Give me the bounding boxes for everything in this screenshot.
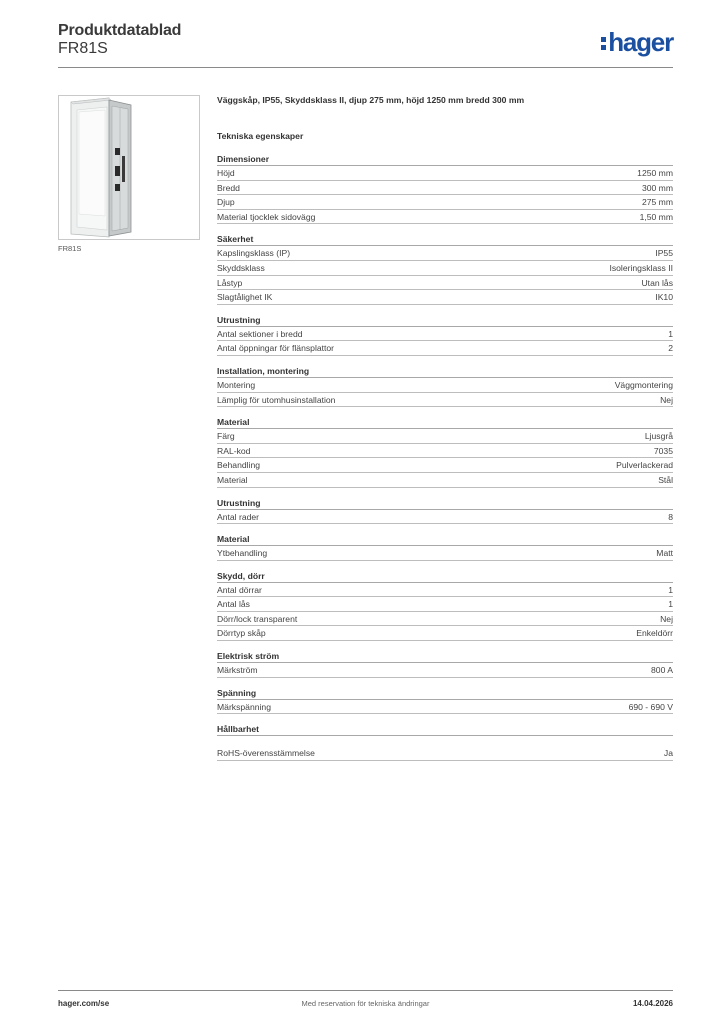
- spec-group-title: Utrustning: [217, 313, 673, 327]
- spec-label: Märkström: [217, 665, 258, 676]
- spec-label: Antal öppningar för flänsplattor: [217, 343, 335, 354]
- spec-label: Material: [217, 474, 248, 485]
- spec-value: IK10: [655, 292, 673, 303]
- spec-group: [217, 152, 673, 224]
- spec-group: [217, 496, 673, 525]
- spec-label: Antal sektioner i bredd: [217, 328, 303, 339]
- product-description: Väggskåp, IP55, Skyddsklass II, djup 275 mm, höjd 1250 mm bredd 300 mm: [217, 95, 525, 105]
- spec-group: [217, 722, 673, 761]
- spec-row: [217, 378, 673, 393]
- technical-properties-heading: Tekniska egenskaper: [217, 131, 304, 141]
- image-caption: FR81S: [58, 244, 82, 253]
- spec-row: [217, 746, 673, 761]
- spec-group-title: Spänning: [217, 686, 673, 700]
- logo-dots-icon: [601, 37, 606, 50]
- spec-value: IP55: [655, 248, 673, 259]
- spec-value: 275 mm: [641, 197, 673, 208]
- spec-group-title: Elektrisk ström: [217, 649, 673, 663]
- spec-row: [217, 626, 673, 641]
- spec-group-title: Skydd, dörr: [217, 569, 673, 583]
- spec-row: [217, 458, 673, 473]
- disclaimer-text: Med reservation för tekniska ändringar: [301, 999, 430, 1008]
- spec-group: [217, 232, 673, 304]
- hager-logo: [601, 27, 673, 57]
- specification-section: [217, 93, 673, 769]
- spec-label: Slagtålighet IK: [217, 292, 273, 303]
- spec-label: Höjd: [217, 168, 235, 178]
- product-code: FR81S: [58, 40, 108, 57]
- spec-value: Nej: [660, 613, 673, 624]
- spec-row: [217, 700, 673, 715]
- spec-value: Matt: [656, 548, 673, 559]
- spec-row: [217, 444, 673, 459]
- document-title: Produktdatablad: [58, 22, 182, 39]
- spec-group-title: Material: [217, 532, 673, 546]
- spec-value: 1: [668, 584, 673, 595]
- spec-value: 1,50 mm: [639, 211, 673, 222]
- spec-label: Montering: [217, 379, 256, 390]
- spec-group: [217, 364, 673, 407]
- spec-group-title: Säkerhet: [217, 232, 673, 246]
- spec-label: Behandling: [217, 460, 261, 471]
- spec-row: [217, 195, 673, 210]
- spec-label: RAL-kod: [217, 445, 251, 456]
- spec-group-title: Material: [217, 415, 673, 429]
- spec-row: [217, 276, 673, 291]
- spec-value: Isoleringsklass II: [609, 262, 673, 273]
- spec-label: Dörrtyp skåp: [217, 628, 266, 639]
- spec-row: [217, 393, 673, 408]
- spec-value: Enkeldörr: [636, 628, 673, 639]
- spec-group: [217, 415, 673, 487]
- spec-row: [217, 246, 673, 261]
- spec-row: [217, 663, 673, 678]
- spec-row: [217, 429, 673, 444]
- spec-value: 690 - 690 V: [628, 701, 673, 712]
- spec-group-title: Hållbarhet: [217, 722, 673, 736]
- spec-label: Bredd: [217, 182, 240, 193]
- spec-row: [217, 473, 673, 488]
- spec-row: [217, 341, 673, 356]
- spec-label: Märkspänning: [217, 701, 271, 712]
- spec-value: 300 mm: [641, 182, 673, 193]
- spec-label: Dörr/lock transparent: [217, 613, 298, 624]
- spec-group-title: Dimensioner: [217, 152, 673, 166]
- spec-label: Kapslingsklass (IP): [217, 248, 291, 259]
- spec-value: Utan lås: [641, 277, 673, 288]
- spec-row: [217, 261, 673, 276]
- product-image: [58, 95, 200, 240]
- spec-value: 7035: [653, 445, 673, 456]
- spec-groups: [217, 152, 673, 761]
- logo-wordmark: hager: [608, 27, 673, 57]
- spec-value: 1: [668, 599, 673, 610]
- spec-label: Antal dörrar: [217, 584, 262, 595]
- spec-row: [217, 612, 673, 627]
- spec-value: 1250 mm: [637, 168, 673, 178]
- spec-value: 8: [668, 511, 673, 522]
- spec-row: [217, 181, 673, 196]
- spec-group: [217, 313, 673, 356]
- spec-label: Antal rader: [217, 511, 260, 522]
- spec-value: 800 A: [651, 665, 673, 676]
- spec-label: Djup: [217, 197, 235, 208]
- spec-group-title: Installation, montering: [217, 364, 673, 378]
- enclosure-icon: [59, 96, 199, 239]
- spec-group: [217, 569, 673, 641]
- spec-label: RoHS-överensstämmelse: [217, 748, 315, 759]
- spec-row: [217, 210, 673, 225]
- spec-row: [217, 546, 673, 561]
- spec-row: [217, 510, 673, 525]
- spec-value: 1: [668, 328, 673, 339]
- spec-value: Ja: [663, 748, 673, 759]
- spec-value: 2: [668, 343, 673, 354]
- spec-label: Låstyp: [217, 277, 243, 288]
- spec-row: [217, 166, 673, 181]
- spec-label: Lämplig för utomhusinstallation: [217, 394, 336, 405]
- website-link[interactable]: hager.com/se: [58, 999, 110, 1008]
- spec-group: [217, 649, 673, 678]
- spec-group: [217, 532, 673, 561]
- spec-row: [217, 290, 673, 305]
- spec-value: Ljusgrå: [644, 431, 673, 442]
- spec-row: [217, 597, 673, 612]
- spec-value: Nej: [660, 394, 673, 405]
- spec-value: Väggmontering: [614, 379, 673, 390]
- page-footer: [58, 990, 673, 1010]
- spec-label: Skyddsklass: [217, 262, 265, 273]
- page-header: [58, 22, 673, 68]
- spec-group: [217, 686, 673, 715]
- spec-row: [217, 583, 673, 598]
- spec-row: [217, 327, 673, 342]
- spec-label: Ytbehandling: [217, 548, 268, 559]
- spec-label: Färg: [217, 431, 235, 442]
- spec-label: Material tjocklek sidovägg: [217, 211, 316, 222]
- document-date: 14.04.2026: [632, 999, 673, 1008]
- spec-group-title: Utrustning: [217, 496, 673, 510]
- spec-value: Pulverlackerad: [616, 460, 673, 471]
- spec-label: Antal lås: [217, 599, 250, 610]
- spec-value: Stål: [658, 474, 673, 485]
